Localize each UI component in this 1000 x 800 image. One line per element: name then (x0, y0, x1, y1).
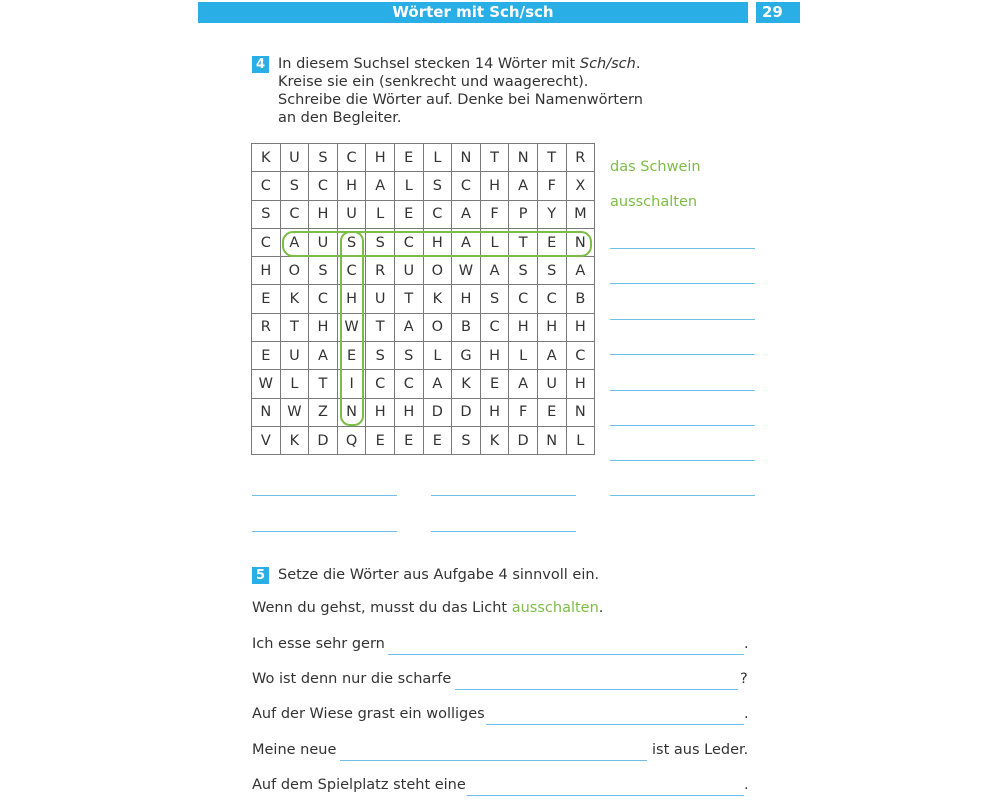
blank-line-4[interactable] (486, 724, 744, 725)
grid-cell[interactable]: U (309, 228, 338, 256)
sentence-2-end: . (744, 636, 749, 652)
grid-cell[interactable]: K (280, 426, 309, 454)
grid-cell[interactable]: H (537, 313, 566, 341)
grid-cell[interactable]: C (423, 200, 452, 228)
blank-line-6[interactable] (467, 795, 744, 796)
task4-instruction-line3: Schreibe die Wörter auf. Denke bei Namenwörtern (278, 92, 643, 108)
grid-cell[interactable]: E (252, 285, 281, 313)
grid-cell[interactable]: U (537, 370, 566, 398)
grid-cell[interactable]: L (423, 342, 452, 370)
grid-cell[interactable]: H (480, 398, 509, 426)
grid-cell[interactable]: A (452, 228, 481, 256)
grid-cell[interactable]: A (394, 313, 423, 341)
grid-cell[interactable]: H (366, 398, 395, 426)
grid-cell[interactable]: L (394, 172, 423, 200)
grid-cell[interactable]: S (309, 257, 338, 285)
grid-cell[interactable]: L (423, 144, 452, 172)
page-number: 29 (756, 2, 800, 23)
grid-cell[interactable]: F (509, 398, 538, 426)
grid-cell[interactable]: L (566, 426, 595, 454)
grid-cell[interactable]: A (480, 257, 509, 285)
grid-cell[interactable]: W (280, 398, 309, 426)
grid-cell[interactable]: H (509, 313, 538, 341)
grid-cell[interactable]: B (452, 313, 481, 341)
grid-cell[interactable]: H (366, 144, 395, 172)
grid-cell[interactable]: A (423, 370, 452, 398)
grid-cell[interactable]: T (480, 144, 509, 172)
sentence-2: Ich esse sehr gern (252, 636, 385, 652)
grid-cell[interactable]: X (566, 172, 595, 200)
grid-cell[interactable]: N (509, 144, 538, 172)
task4-instruction-line1: In diesem Suchsel stecken 14 Wörter mit Sch/sch. (278, 56, 641, 72)
grid-cell[interactable]: R (366, 257, 395, 285)
grid-cell[interactable]: B (566, 285, 595, 313)
grid-cell[interactable]: C (394, 228, 423, 256)
answer-line[interactable] (610, 248, 755, 249)
grid-cell[interactable]: O (423, 257, 452, 285)
grid-cell[interactable]: Z (309, 398, 338, 426)
answer-line[interactable] (610, 425, 755, 426)
grid-cell[interactable]: L (480, 228, 509, 256)
sentence-6: Auf dem Spielplatz steht eine (252, 777, 466, 793)
grid-cell[interactable]: C (480, 313, 509, 341)
grid-row (252, 398, 595, 426)
grid-cell[interactable]: C (537, 285, 566, 313)
grid-cell[interactable]: D (509, 426, 538, 454)
answer-line[interactable] (252, 531, 397, 532)
grid-cell[interactable]: C (252, 172, 281, 200)
grid-cell[interactable]: O (423, 313, 452, 341)
grid-cell[interactable]: A (309, 342, 338, 370)
grid-cell[interactable]: R (566, 144, 595, 172)
grid-cell[interactable]: U (394, 257, 423, 285)
grid-cell[interactable]: N (452, 144, 481, 172)
grid-cell[interactable]: D (309, 426, 338, 454)
task4-instruction-line2: Kreise sie ein (senkrecht und waagerecht). (278, 74, 589, 90)
grid-cell[interactable]: T (509, 228, 538, 256)
answer-word-2: ausschalten (610, 194, 698, 210)
grid-cell[interactable]: P (509, 200, 538, 228)
answer-line[interactable] (431, 495, 576, 496)
answer-line[interactable] (610, 495, 755, 496)
answer-line[interactable] (431, 531, 576, 532)
grid-cell[interactable]: C (252, 228, 281, 256)
grid-cell[interactable]: C (452, 172, 481, 200)
grid-cell[interactable]: H (566, 370, 595, 398)
grid-cell[interactable]: R (252, 313, 281, 341)
grid-cell[interactable]: K (452, 370, 481, 398)
blank-line-5[interactable] (340, 760, 647, 761)
grid-cell[interactable]: A (537, 342, 566, 370)
grid-cell[interactable]: U (280, 342, 309, 370)
grid-cell[interactable]: U (280, 144, 309, 172)
grid-cell[interactable]: E (480, 370, 509, 398)
grid-cell[interactable]: H (309, 200, 338, 228)
grid-cell[interactable]: K (423, 285, 452, 313)
grid-cell[interactable]: T (309, 370, 338, 398)
grid-cell[interactable]: A (509, 172, 538, 200)
grid-cell[interactable]: C (337, 144, 366, 172)
blank-line-3[interactable] (455, 689, 738, 690)
grid-row (252, 370, 595, 398)
grid-cell[interactable]: H (566, 313, 595, 341)
sentence-1: Wenn du gehst, musst du das Licht ausschalten. (252, 600, 604, 616)
grid-cell[interactable]: C (309, 285, 338, 313)
grid-cell[interactable]: W (252, 370, 281, 398)
answer-word-1: das Schwein (610, 159, 701, 175)
grid-cell[interactable]: A (452, 200, 481, 228)
grid-row (252, 426, 595, 454)
grid-cell[interactable]: K (252, 144, 281, 172)
grid-row (252, 144, 595, 172)
grid-cell[interactable]: C (337, 257, 366, 285)
grid-cell[interactable]: I (337, 370, 366, 398)
grid-cell[interactable]: K (280, 285, 309, 313)
grid-cell[interactable]: N (252, 398, 281, 426)
sentence-1-answer: ausschalten (511, 600, 599, 616)
grid-cell[interactable]: U (337, 200, 366, 228)
grid-cell[interactable]: K (480, 426, 509, 454)
answer-line[interactable] (610, 319, 755, 320)
chapter-title: Wörter mit Sch/sch (198, 2, 748, 23)
blank-line-2[interactable] (388, 654, 744, 655)
grid-cell[interactable]: T (394, 285, 423, 313)
grid-cell[interactable]: H (337, 285, 366, 313)
grid-cell[interactable]: A (566, 257, 595, 285)
grid-cell[interactable]: M (566, 200, 595, 228)
task-number-5: 5 (252, 567, 269, 584)
sentence-3: Wo ist denn nur die scharfe (252, 671, 452, 687)
grid-cell[interactable]: T (537, 144, 566, 172)
grid-cell[interactable]: F (537, 172, 566, 200)
sentence-6-end: . (744, 777, 749, 793)
grid-cell[interactable]: G (452, 342, 481, 370)
grid-cell[interactable]: N (566, 398, 595, 426)
grid-cell[interactable]: S (366, 228, 395, 256)
grid-cell[interactable]: N (537, 426, 566, 454)
grid-cell[interactable]: T (280, 313, 309, 341)
grid-cell[interactable]: H (252, 257, 281, 285)
grid-cell[interactable]: W (337, 313, 366, 341)
grid-cell[interactable]: E (394, 426, 423, 454)
grid-cell[interactable]: O (280, 257, 309, 285)
answer-line[interactable] (610, 390, 755, 391)
grid-cell[interactable]: U (366, 285, 395, 313)
grid-cell[interactable]: S (394, 342, 423, 370)
grid-cell[interactable]: S (480, 285, 509, 313)
answer-line[interactable] (610, 460, 755, 461)
grid-cell[interactable]: L (366, 200, 395, 228)
sentence-4: Auf der Wiese grast ein wolliges (252, 706, 485, 722)
sentence-5: Meine neue (252, 742, 337, 758)
grid-cell[interactable]: A (366, 172, 395, 200)
grid-cell[interactable]: E (537, 228, 566, 256)
grid-cell[interactable]: N (566, 228, 595, 256)
grid-cell[interactable]: L (509, 342, 538, 370)
grid-cell[interactable]: H (452, 285, 481, 313)
grid-cell[interactable]: V (252, 426, 281, 454)
grid-cell[interactable]: S (252, 200, 281, 228)
grid-cell[interactable]: H (394, 398, 423, 426)
grid-cell[interactable]: S (337, 228, 366, 256)
grid-cell[interactable]: L (280, 370, 309, 398)
word-search-grid (251, 143, 595, 455)
grid-cell[interactable]: S (309, 144, 338, 172)
task4-instruction-line4: an den Begleiter. (278, 110, 402, 126)
grid-cell[interactable]: N (337, 398, 366, 426)
sentence-3-end: ? (740, 671, 748, 687)
grid-cell[interactable]: H (480, 172, 509, 200)
grid-row (252, 228, 595, 256)
answer-line[interactable] (252, 495, 397, 496)
grid-cell[interactable]: C (509, 285, 538, 313)
grid-row (252, 172, 595, 200)
grid-cell[interactable]: Q (337, 426, 366, 454)
grid-cell[interactable]: E (366, 426, 395, 454)
grid-cell[interactable]: D (452, 398, 481, 426)
grid-cell[interactable]: H (480, 342, 509, 370)
grid-cell[interactable]: E (337, 342, 366, 370)
grid-cell[interactable]: A (509, 370, 538, 398)
grid-cell[interactable]: H (337, 172, 366, 200)
grid-cell[interactable]: S (509, 257, 538, 285)
answer-line[interactable] (610, 283, 755, 284)
grid-cell[interactable]: S (423, 172, 452, 200)
grid-cell[interactable]: W (452, 257, 481, 285)
grid-cell[interactable]: S (366, 342, 395, 370)
grid-cell[interactable]: E (537, 398, 566, 426)
grid-cell[interactable]: S (452, 426, 481, 454)
task5-instruction: Setze die Wörter aus Aufgabe 4 sinnvoll ein. (278, 567, 600, 583)
grid-row (252, 200, 595, 228)
grid-cell[interactable]: C (280, 200, 309, 228)
grid-cell[interactable]: E (394, 144, 423, 172)
task-number-4: 4 (252, 56, 269, 73)
answer-line[interactable] (610, 354, 755, 355)
grid-cell[interactable]: H (423, 228, 452, 256)
grid-cell[interactable]: S (537, 257, 566, 285)
grid-cell[interactable]: T (366, 313, 395, 341)
grid-cell[interactable]: C (366, 370, 395, 398)
grid-cell[interactable]: D (423, 398, 452, 426)
grid-cell[interactable]: A (280, 228, 309, 256)
grid-cell[interactable]: E (252, 342, 281, 370)
grid-cell[interactable]: F (480, 200, 509, 228)
grid-cell[interactable]: S (280, 172, 309, 200)
grid-row (252, 313, 595, 341)
grid-cell[interactable]: H (309, 313, 338, 341)
grid-cell[interactable]: C (394, 370, 423, 398)
grid-cell[interactable]: E (423, 426, 452, 454)
grid-row (252, 342, 595, 370)
grid-cell[interactable]: E (394, 200, 423, 228)
grid-row (252, 257, 595, 285)
sentence-5-suffix: ist aus Leder. (652, 742, 749, 758)
grid-cell[interactable]: C (309, 172, 338, 200)
grid-row (252, 285, 595, 313)
sentence-4-end: . (744, 706, 749, 722)
grid-cell[interactable]: C (566, 342, 595, 370)
grid-cell[interactable]: Y (537, 200, 566, 228)
